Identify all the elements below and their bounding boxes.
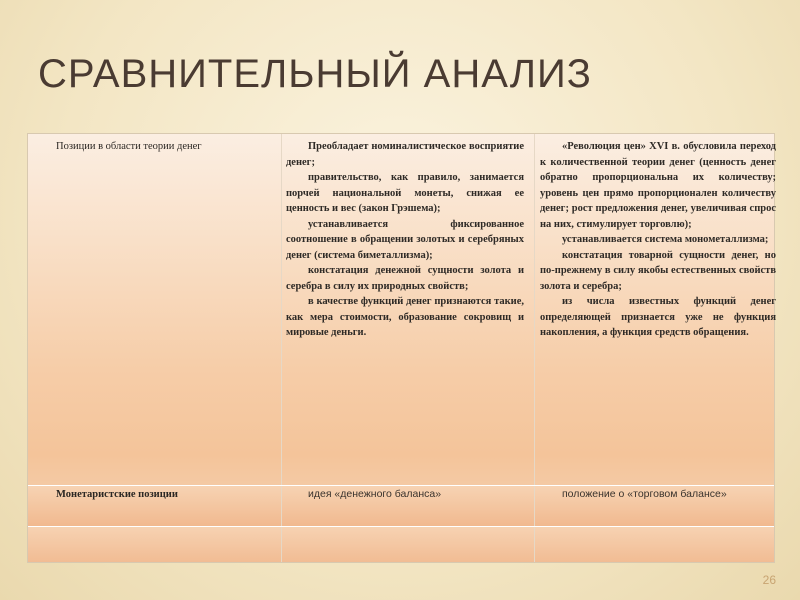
paragraph: «Революция цен» XVI в. обусловила переход к количественной теории денег (ценность денег обратно пропорциональна их количеству; уровень цен прямо пропорционален количеству денег; рост предложения денег, увеличивая спрос на них, стимулирует торговлю); — [540, 141, 776, 230]
comparison-table — [27, 133, 775, 563]
paragraph: из числа известных функций денег определяющей признается уже не функция накопления, а функция средств обращения. — [540, 296, 776, 338]
slide-title: СРАВНИТЕЛЬНЫЙ АНАЛИЗ — [38, 52, 592, 96]
paragraph: правительство, как правило, занимается порчей национальной монеты, снижая ее ценность и вес (закон Грэшема); — [286, 172, 524, 214]
paragraph: констатация товарной сущности денег, но по-прежнему в силу якобы естественных свойств золота и серебра; — [540, 249, 776, 292]
row-divider-1 — [28, 485, 774, 486]
cell-row1-col2 — [286, 139, 524, 341]
row-label-theory: Позиции в области теории денег — [56, 141, 202, 152]
paragraph: устанавливается система монометаллизма; — [562, 234, 769, 245]
row-band-empty — [28, 526, 774, 562]
cell-row2-col3: положение о «торговом балансе» — [562, 488, 727, 500]
paragraph: устанавливается фиксированное соотношение в обращении золотых и серебряных денег (система биметаллизма); — [286, 218, 524, 261]
paragraph: констатация денежной сущности золота и серебра в силу их природных свойств; — [286, 265, 524, 292]
paragraph: в качестве функций денег признаются такие, как мера стоимости, образование сокровищ и мировые деньги. — [286, 296, 524, 338]
cell-row2-col2: идея «денежного баланса» — [308, 488, 442, 500]
column-divider-1 — [281, 134, 282, 562]
column-divider-2 — [534, 134, 535, 562]
paragraph: Преобладает номиналистическое восприятие денег; — [286, 141, 524, 168]
row-label-monetarist: Монетаристские позиции — [56, 489, 178, 500]
cell-row1-col3 — [540, 139, 776, 341]
slide-number: 26 — [762, 573, 776, 587]
row-divider-2 — [28, 526, 774, 527]
